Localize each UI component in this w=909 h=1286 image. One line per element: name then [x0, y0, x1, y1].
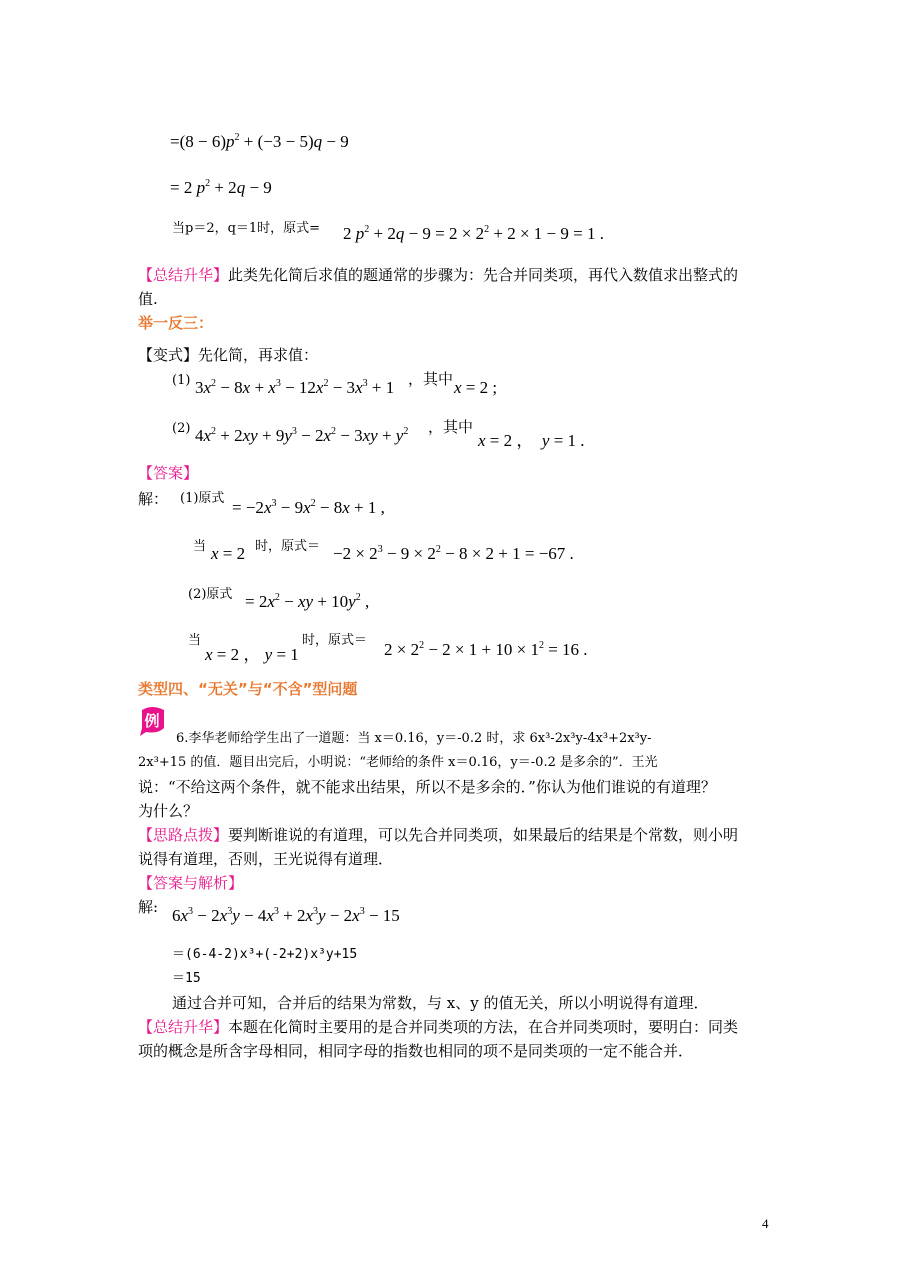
solution-2-when: 当 [188, 633, 202, 648]
solution-1-shi: 时，原式＝ [255, 539, 321, 554]
equation-line-1: $=(8 - 6)p^2 + (-3 - 5)q - 9$ [170, 132, 349, 151]
example-6-line-4: 为什么？ [138, 802, 199, 820]
summary-2-tag: 【总结升华】 [138, 1018, 229, 1036]
solution-2-condition: x = 2 ， y = 1 [205, 645, 299, 664]
summary-paragraph-2-cont: 项的概念是所含字母相同，相同字母的指数也相同的项不是同类项的一定不能合并． [138, 1042, 694, 1060]
solution-1-when: 当 [193, 539, 207, 554]
item-2-where: ，其中 [428, 418, 474, 436]
summary-paragraph-1-cont: 值. [138, 290, 158, 308]
example-6-line-3: 说：“不给这两个条件，就不能求出结果，所以不是多余的．”你认为他们谁说的有道理？ [138, 778, 716, 796]
equation-line-2: = 2 $p^2 + 2q - 9$ [170, 178, 272, 197]
hint-tag: 【思路点拨】 [138, 826, 229, 844]
example-6-step-2: ＝(6-4-2)x³+(-2+2)x³y+15 [172, 947, 358, 962]
example-6-expression: $6x^3 - 2x^3y - 4x^3 + 2x^3y - 2x^3 - 15$ [172, 906, 400, 925]
equals-sign: = [170, 178, 180, 197]
hint-text: 要判断谁说的有道理，可以先合并同类项，如果最后的结果是个常数，则小明 [228, 826, 739, 844]
equals-sign: = [170, 132, 180, 151]
solution-1-value: $-2 \times 2^3 - 9 \times 2^2 - 8 \times 2 + 1 = -67$ . [333, 544, 574, 563]
solution-1-prefix: (1)原式 [180, 491, 225, 506]
substitution-text: 当p＝2，q＝1时，原式= [172, 221, 321, 236]
item-1-expression: $3x^2 - 8x + x^3 - 12x^2 - 3x^3 + 1$ [195, 378, 395, 397]
summary-paragraph-1 [138, 264, 738, 286]
item-1-condition: x = 2 ; [454, 378, 498, 397]
summary-paragraph-2 [138, 1016, 738, 1038]
item-2-number: (2) [172, 421, 191, 436]
summary-text: 此类先化简后求值的题通常的步骤为：先合并同类项，再代入数值求出整式的 [228, 266, 739, 284]
solution-2-value: $2 \times 2^2 - 2 \times 1 + 10 \times 1^2 = 16$ . [384, 640, 588, 659]
example-6-line-1: 6.李华老师给学生出了一道题：当 x＝0.16，y＝-0.2 时，求 6x³-2x³y-4x³+2x³y- [176, 731, 652, 746]
solution-2-result: = $2x^2$ − xy + $10y^2$ , [245, 592, 370, 611]
practice-heading: 举一反三： [138, 314, 214, 332]
example-6-line-2: 2x³+15 的值．题目出完后，小明说：“老师给的条件 x＝0.16，y＝-0.2 是多余的”．王光 [138, 755, 658, 770]
solution-1-result: = $-2x^3 - 9x^2 - 8x + 1$ , [232, 498, 385, 517]
substitution-equation: 2 $p^2 + 2q - 9 = 2 \times 2^2 + 2 \times 1 - 9 = 1$ . [343, 224, 604, 243]
hint-paragraph-cont: 说得有道理，否则，王光说得有道理． [138, 850, 394, 868]
item-1-number: (1) [172, 373, 191, 388]
type-4-heading: 类型四、“无关”与“不含”型问题 [138, 680, 358, 698]
solution-2-shi: 时，原式＝ [302, 633, 368, 648]
item-2-expression: $4x^2 + 2xy + 9y^3 - 2x^2 - 3xy + y^2$ [195, 426, 409, 445]
hint-paragraph [138, 824, 738, 846]
answer-analysis-tag: 【答案与解析】 [138, 874, 244, 892]
item-1-where: ，其中 [408, 370, 454, 388]
solution-2-prefix: (2)原式 [188, 587, 233, 602]
summary-tag: 【总结升华】 [138, 266, 229, 284]
solution-2-label: 解: [138, 898, 159, 916]
example-badge-text: 例 [144, 712, 160, 730]
answer-tag: 【答案】 [138, 464, 199, 482]
summary-2-text: 本题在化简时主要用的是合并同类项的方法，在合并同类项时，要明白：同类 [228, 1018, 739, 1036]
conclusion-text: 通过合并可知，合并后的结果为常数，与 x、y 的值无关，所以小明说得有道理． [172, 994, 709, 1012]
example-badge-icon [138, 706, 166, 736]
example-6-step-3: ＝15 [172, 971, 201, 986]
item-2-condition: x = 2 ， y = 1 . [478, 431, 585, 450]
page-number: 4 [762, 1216, 769, 1231]
solution-1-condition: x = 2 [211, 544, 246, 563]
solution-label: 解： [138, 490, 169, 508]
variant-label: 【变式】先化简，再求值： [138, 346, 319, 364]
